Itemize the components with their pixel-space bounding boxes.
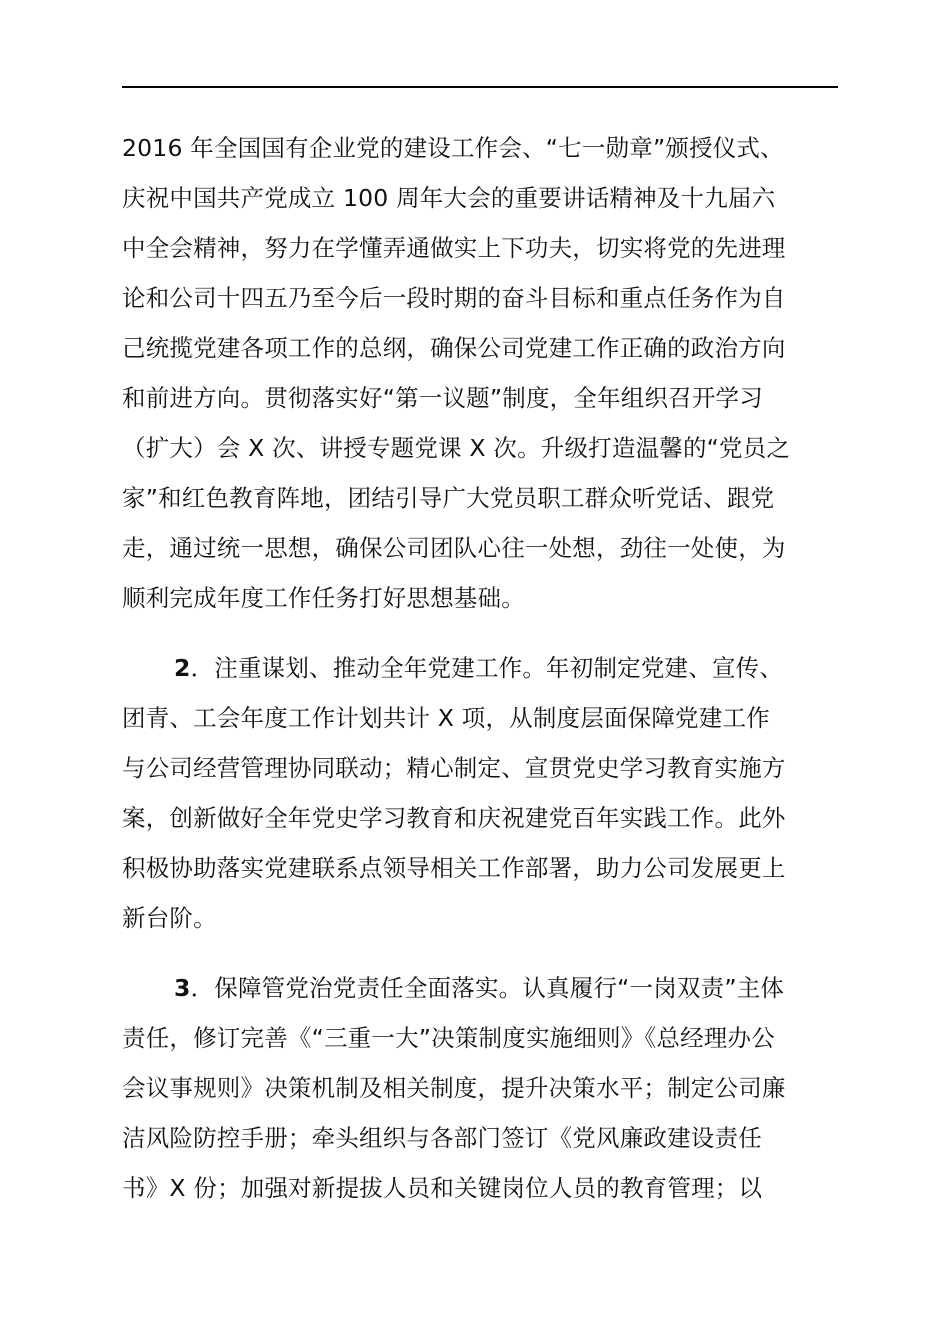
paragraph-1-line: 2016 年全国国有企业党的建设工作会、“七一勋章”颁授仪式、 (122, 134, 784, 162)
paragraph-3-first-line (122, 963, 838, 1013)
paragraph-3-number: 3 (174, 974, 191, 1002)
paragraph-3-line: 责任，修订完善《“三重一大”决策制度实施细则》《总经理办公 (122, 1024, 775, 1052)
paragraph-gap (122, 943, 838, 963)
paragraph-3-line: 书》X 份；加强对新提拔人员和关键岗位人员的教育管理；以 (122, 1174, 763, 1202)
paragraph-2-number: 2 (174, 654, 191, 682)
paragraph-1-line: 论和公司十四五乃至今后一段时期的奋斗目标和重点任务作为自 (122, 284, 786, 312)
paragraph-2-first-line (122, 643, 838, 693)
paragraph-1-line: 庆祝中国共产党成立 100 周年大会的重要讲话精神及十九届六 (122, 184, 776, 212)
paragraph-1-line: 家”和红色教育阵地，团结引导广大党员职工群众听党话、跟党 (122, 484, 775, 512)
paragraph-2-line: 与公司经营管理协同联动；精心制定、宣贯党史学习教育实施方 (122, 754, 786, 782)
paragraph-2-line: 积极协助落实党建联系点领导相关工作部署，助力公司发展更上 (122, 854, 786, 882)
paragraph-2-line: 案，创新做好全年党史学习教育和庆祝建党百年实践工作。此外 (122, 804, 786, 832)
paragraph-1-line: 己统揽党建各项工作的总纲，确保公司党建工作正确的政治方向 (122, 334, 786, 362)
paragraph-1-line: （扩大）会 X 次、讲授专题党课 X 次。升级打造温馨的“党员之 (122, 434, 791, 462)
body-text (122, 123, 838, 1213)
paragraph-3-line: 会议事规则》决策机制及相关制度，提升决策水平；制定公司廉 (122, 1074, 786, 1102)
paragraph-2-line: 新台阶。 (122, 904, 217, 932)
paragraph-gap (122, 623, 838, 643)
paragraph-1-line: 和前进方向。贯彻落实好“第一议题”制度，全年组织召开学习 (122, 384, 763, 412)
paragraph-1-line: 走，通过统一思想，确保公司团队心往一处想，劲往一处使，为 (122, 534, 786, 562)
paragraph-1-line: 顺利完成年度工作任务打好思想基础。 (122, 584, 525, 612)
paragraph-1-line: 中全会精神，努力在学懂弄通做实上下功夫，切实将党的先进理 (122, 234, 786, 262)
header-rule (122, 86, 838, 88)
paragraph-2-heading: ．注重谋划、推动全年党建工作。年初制定党建、宣传、 (190, 654, 784, 682)
paragraph-2-line: 团青、工会年度工作计划共计 X 项，从制度层面保障党建工作 (122, 704, 770, 732)
paragraph-3-heading: ．保障管党治党责任全面落实。认真履行“一岗双责”主体 (190, 974, 785, 1002)
paragraph-3-line: 洁风险防控手册；牵头组织与各部门签订《党风廉政建设责任 (122, 1124, 762, 1152)
